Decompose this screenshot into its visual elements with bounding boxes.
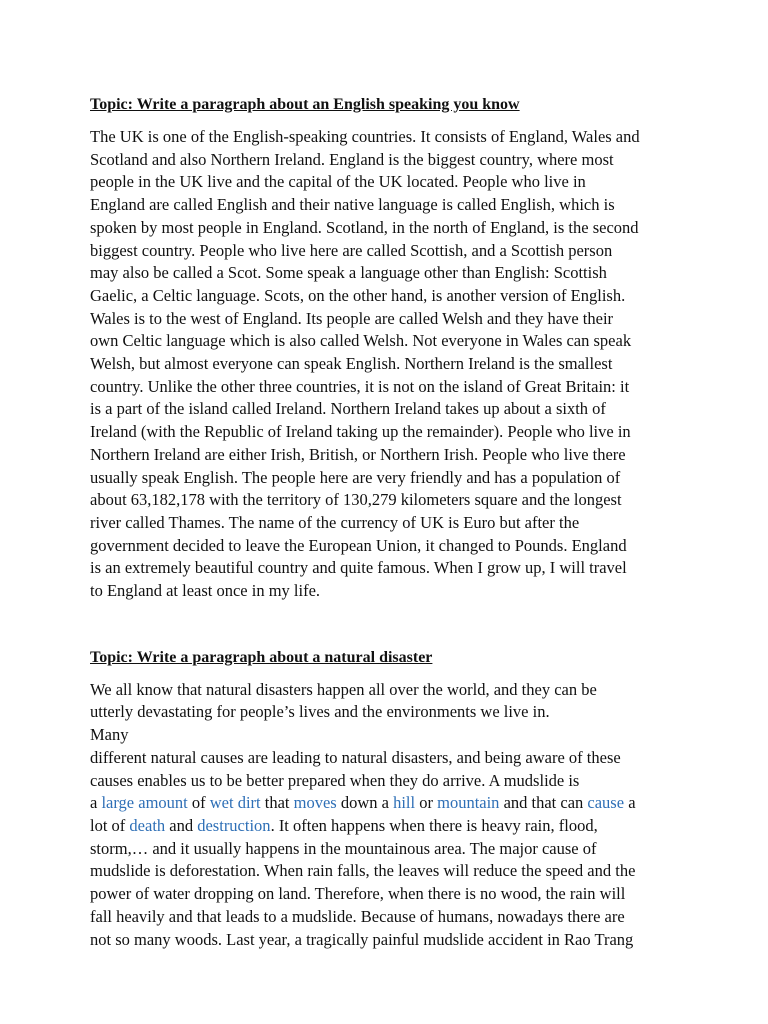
text-line: mudslide is deforestation. When rain falls, the leaves will reduce the speed and the (90, 861, 636, 881)
text-line: Welsh, but almost everyone can speak English. Northern Ireland is the smallest (90, 354, 613, 374)
text-line: country. Unlike the other three countries, it is not on the island of Great Britain: it (90, 376, 630, 396)
text-line: We all know that natural disasters happen all over the world, and they can be (90, 679, 597, 699)
keyword-line-1: a large amount of wet dirt that moves down a hill or mountain and that can cause a (90, 793, 636, 813)
text-line: is an extremely beautiful country and quite famous. When I grow up, I will travel (90, 558, 627, 578)
section2-paragraph (90, 679, 688, 951)
text-line: Ireland (with the Republic of Ireland taking up the remainder). People who live in (90, 422, 631, 442)
keyword-line-2: lot of death and destruction. It often happens when there is heavy rain, flood, (90, 815, 598, 835)
text-line: spoken by most people in England. Scotland, in the north of England, is the second (90, 217, 639, 237)
text-line: biggest country. People who live here are called Scottish, and a Scottish person (90, 240, 613, 260)
text-line: Scotland and also Northern Ireland. England is the biggest country, where most (90, 149, 614, 169)
text-line: storm,… and it usually happens in the mountainous area. The major cause of (90, 838, 597, 858)
section1-paragraph (90, 126, 688, 603)
text-line: Northern Ireland are either Irish, British, or Northern Irish. People who live there (90, 444, 626, 464)
text-line: different natural causes are leading to natural disasters, and being aware of these (90, 747, 621, 767)
text-line: may also be called a Scot. Some speak a language other than English: Scottish (90, 263, 607, 283)
text-line: fall heavily and that leads to a mudslide. Because of humans, nowadays there are (90, 906, 625, 926)
text-line: England are called English and their native language is called English, which is (90, 195, 615, 215)
text-line: government decided to leave the European Union, it changed to Pounds. England (90, 535, 627, 555)
keyword-link[interactable]: cause (587, 793, 625, 813)
text-line: to England at least once in my life. (90, 581, 321, 601)
keyword-link[interactable]: hill (393, 793, 416, 813)
text-line: people in the UK live and the capital of the UK located. People who live in (90, 172, 586, 192)
text-line: power of water dropping on land. Therefore, when there is no wood, the rain will (90, 884, 626, 904)
text-line: Gaelic, a Celtic language. Scots, on the other hand, is another version of English. (90, 285, 626, 305)
text-line: causes enables us to be better prepared when they do arrive. A mudslide is (90, 770, 580, 790)
keyword-link[interactable]: death (129, 815, 166, 835)
text-line: about 63,182,178 with the territory of 130,279 kilometers square and the longest (90, 490, 622, 510)
text-line: utterly devastating for people’s lives and the environments we live in. (90, 702, 550, 722)
text-line: usually speak English. The people here are very friendly and has a population of (90, 467, 621, 487)
text-line: not so many woods. Last year, a tragically painful mudslide accident in Rao Trang (90, 929, 634, 949)
keyword-link[interactable]: large amount (101, 793, 188, 813)
keyword-link[interactable]: moves (293, 793, 337, 813)
text-line: Many (90, 725, 129, 745)
section-spacer (90, 603, 688, 647)
text-line: is a part of the island called Ireland. Northern Ireland takes up about a sixth of (90, 399, 606, 419)
section1-heading: Topic: Write a paragraph about an English speaking you know (90, 96, 520, 113)
keyword-link[interactable]: mountain (437, 793, 500, 813)
text-line: own Celtic language which is also called Welsh. Not everyone in Wales can speak (90, 331, 632, 351)
keyword-link[interactable]: destruction (197, 815, 271, 835)
text-line: river called Thames. The name of the currency of UK is Euro but after the (90, 512, 580, 532)
section2-heading: Topic: Write a paragraph about a natural disaster (90, 648, 433, 666)
text-line: The UK is one of the English-speaking countries. It consists of England, Wales and (90, 127, 640, 146)
keyword-link[interactable]: wet dirt (209, 793, 261, 813)
text-line: Wales is to the west of England. Its people are called Welsh and they have their (90, 308, 614, 328)
